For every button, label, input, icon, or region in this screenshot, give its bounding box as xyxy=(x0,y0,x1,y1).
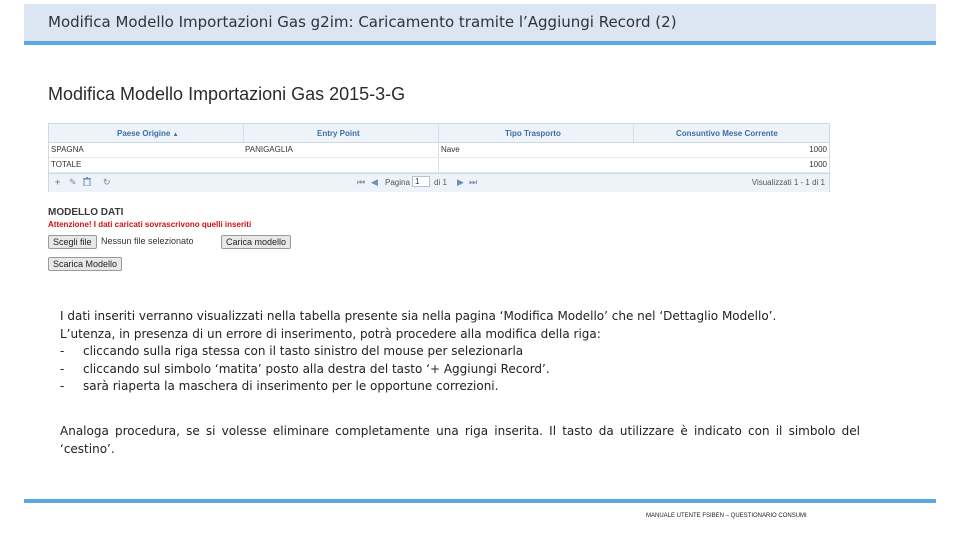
add-icon[interactable]: + xyxy=(55,177,61,187)
page-title: Modifica Modello Importazioni Gas 2015-3-G xyxy=(48,84,406,104)
slide-header xyxy=(24,4,936,45)
refresh-icon[interactable]: ↻ xyxy=(103,177,111,187)
bullet-item: - cliccando sul simbolo ‘matita’ posto alla destra del tasto ‘+ Aggiungi Record’. xyxy=(60,361,550,376)
cell-consuntivo: 1000 xyxy=(809,145,827,154)
cell-paese-origine: SPAGNA xyxy=(51,145,84,154)
column-header-entry-point[interactable]: Entry Point xyxy=(317,129,360,138)
instructions-text xyxy=(60,308,776,396)
choose-file-button[interactable]: Scegli file xyxy=(48,235,97,249)
bullet-item: - cliccando sulla riga stessa con il tasto sinistro del mouse per selezionarla xyxy=(60,344,524,358)
prev-page-icon[interactable]: ◀ xyxy=(371,177,378,187)
column-header-tipo-trasporto[interactable]: Tipo Trasporto xyxy=(505,129,561,138)
slide-title: Modifica Modello Importazioni Gas g2im: Caricamento tramite l’Aggiungi Record (2) xyxy=(48,13,677,31)
column-header-consuntivo[interactable]: Consuntivo Mese Corrente xyxy=(676,129,778,138)
page-summary: Visualizzati 1 - 1 di 1 xyxy=(751,178,825,187)
instruction-line: L’utenza, in presenza di un errore di inserimento, potrà procedere alla modifica della riga: xyxy=(60,326,601,341)
footer-caption: MANUALE UTENTE FSIBEN – QUESTIONARIO CONSUMI xyxy=(646,513,807,519)
sort-icon: ▲ xyxy=(172,132,179,138)
delete-instructions: Analoga procedura, se si volesse eliminare completamente una riga inserita. Il tasto da utilizzare è indicato con il simbolo del ‘cestino’. xyxy=(60,424,860,456)
cell-entry-point: PANIGAGLIA xyxy=(245,145,293,154)
first-page-icon[interactable]: ⏮ xyxy=(357,177,366,187)
last-page-icon[interactable]: ⏭ xyxy=(469,177,478,187)
trash-icon[interactable] xyxy=(83,177,91,188)
cell-total-label: TOTALE xyxy=(51,160,82,169)
instruction-line: I dati inseriti verranno visualizzati nella tabella presente sia nella pagina ‘Modifica Modello’ che nel ‘Dettaglio Modello’. xyxy=(60,309,777,323)
no-file-label: Nessun file selezionato xyxy=(101,236,194,246)
page-number-input[interactable]: 1 xyxy=(412,176,430,187)
load-model-button[interactable]: Carica modello xyxy=(221,235,291,249)
next-page-icon[interactable]: ▶ xyxy=(457,177,464,187)
grid-pager xyxy=(49,173,829,192)
table-row-total[interactable] xyxy=(49,158,829,173)
footer-divider xyxy=(24,499,936,503)
bullet-item: - sarà riaperta la maschera di inserimento per le opportune correzioni. xyxy=(60,379,499,393)
cell-total-value: 1000 xyxy=(809,160,827,169)
grid-header xyxy=(49,124,829,143)
overwrite-warning: Attenzione! I dati caricati sovrascrivono quelli inseriti xyxy=(48,220,252,229)
modello-dati-title: MODELLO DATI xyxy=(48,207,124,218)
table-row[interactable] xyxy=(49,143,829,158)
download-model-button[interactable]: Scarica Modello xyxy=(48,257,122,271)
column-header-paese-origine[interactable]: Paese Origine ▲ xyxy=(117,129,179,138)
page-count-label: di 1 xyxy=(434,178,447,187)
edit-icon[interactable]: ✎ xyxy=(69,177,77,187)
cell-tipo-trasporto: Nave xyxy=(441,145,460,154)
page-label: Pagina xyxy=(385,178,410,187)
records-grid xyxy=(48,123,830,192)
